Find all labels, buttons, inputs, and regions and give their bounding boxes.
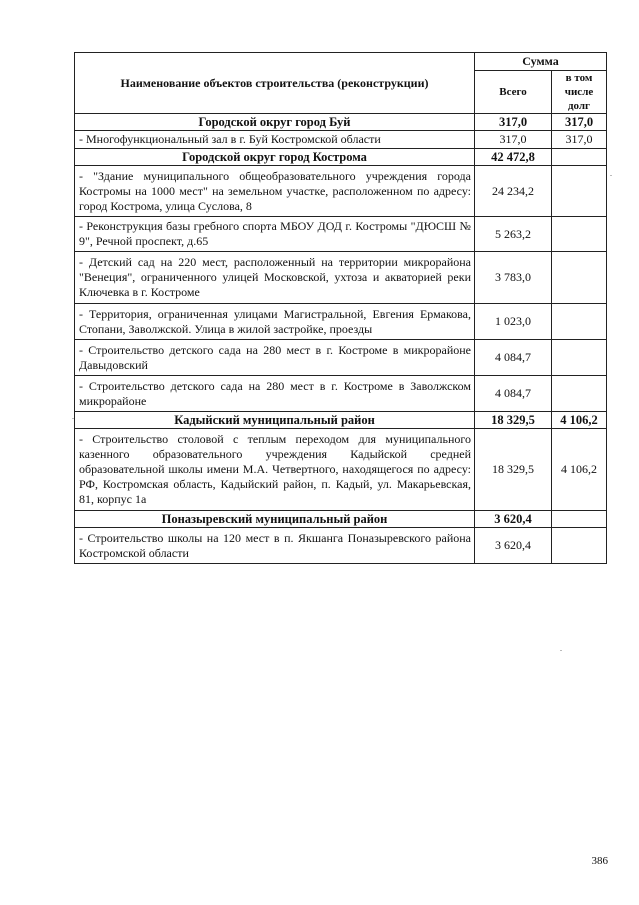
object-total: 4 084,7 xyxy=(475,340,552,376)
table-row-object xyxy=(75,304,607,340)
header-debt: в том числе долг xyxy=(552,71,607,114)
object-total: 3 620,4 xyxy=(475,528,552,564)
table-row-region xyxy=(75,149,607,166)
table-row-object xyxy=(75,376,607,412)
page-number: 386 xyxy=(591,855,608,867)
object-debt xyxy=(552,217,607,252)
object-debt: 4 106,2 xyxy=(552,429,607,511)
object-name: - Детский сад на 220 мест, расположенный на территории микрорайона "Венеция", ограниченного улицей Московской, ухтоза и акваторией реки Ключевка в г. Костроме xyxy=(75,252,475,304)
object-debt xyxy=(552,166,607,217)
region-debt: 317,0 xyxy=(552,114,607,131)
object-total: 4 084,7 xyxy=(475,376,552,412)
object-name: - Строительство столовой с теплым переходом для муниципального казенного образовательного учреждения Кадыйской средней образовательной школы имени М.А. Четвертного, находящегося по адресу: РФ, Костромская область, Кадыйский район, п. Кадый, ул. Макарьевская, 81, корпус 1а xyxy=(75,429,475,511)
object-debt: 317,0 xyxy=(552,131,607,149)
region-debt xyxy=(552,511,607,528)
scan-speck xyxy=(560,650,562,651)
table-row-region xyxy=(75,114,607,131)
region-debt xyxy=(552,149,607,166)
table-row-object xyxy=(75,166,607,217)
object-debt xyxy=(552,528,607,564)
region-total: 317,0 xyxy=(475,114,552,131)
object-total: 1 023,0 xyxy=(475,304,552,340)
table-row-region xyxy=(75,511,607,528)
header-name-column: Наименование объектов строительства (реконструкции) xyxy=(75,53,475,114)
region-name: Городской округ город Кострома xyxy=(75,149,475,166)
scan-speck xyxy=(72,418,74,419)
object-total: 18 329,5 xyxy=(475,429,552,511)
object-name: - Строительство детского сада на 280 мест в г. Костроме в микрорайоне Давыдовский xyxy=(75,340,475,376)
region-name: Городской округ город Буй xyxy=(75,114,475,131)
object-name: - Строительство школы на 120 мест в п. Якшанга Поназыревского района Костромской области xyxy=(75,528,475,564)
object-debt xyxy=(552,340,607,376)
table-row-object xyxy=(75,217,607,252)
region-total: 42 472,8 xyxy=(475,149,552,166)
object-name: - Строительство детского сада на 280 мест в г. Костроме в Заволжском микрорайоне xyxy=(75,376,475,412)
object-total: 3 783,0 xyxy=(475,252,552,304)
object-debt xyxy=(552,252,607,304)
header-total: Всего xyxy=(475,71,552,114)
object-debt xyxy=(552,376,607,412)
table-row-object xyxy=(75,528,607,564)
object-total: 5 263,2 xyxy=(475,217,552,252)
region-total: 18 329,5 xyxy=(475,412,552,429)
object-name: - Реконструкция базы гребного спорта МБОУ ДОД г. Костромы "ДЮСШ № 9", Речной проспект, д.65 xyxy=(75,217,475,252)
object-total: 317,0 xyxy=(475,131,552,149)
region-total: 3 620,4 xyxy=(475,511,552,528)
object-debt xyxy=(552,304,607,340)
object-name: - Многофункциональный зал в г. Буй Костромской области xyxy=(75,131,475,149)
region-name: Поназыревский муниципальный район xyxy=(75,511,475,528)
table-row-object xyxy=(75,340,607,376)
object-name: - Территория, ограниченная улицами Магистральной, Евгения Ермакова, Стопани, Заволжской. Улица в жилой застройке, проезды xyxy=(75,304,475,340)
header-summa: Сумма xyxy=(475,53,607,71)
table-row-object xyxy=(75,429,607,511)
table-row-object xyxy=(75,252,607,304)
region-name: Кадыйский муниципальный район xyxy=(75,412,475,429)
region-debt: 4 106,2 xyxy=(552,412,607,429)
table-row-region xyxy=(75,412,607,429)
object-name: - "Здание муниципального общеобразовательного учреждения города Костромы на 1000 мест" на земельном участке, расположенном по адресу: город Кострома, улица Суслова, 8 xyxy=(75,166,475,217)
object-total: 24 234,2 xyxy=(475,166,552,217)
table-row-object xyxy=(75,131,607,149)
scan-speck xyxy=(610,175,612,176)
construction-objects-table xyxy=(74,52,607,564)
